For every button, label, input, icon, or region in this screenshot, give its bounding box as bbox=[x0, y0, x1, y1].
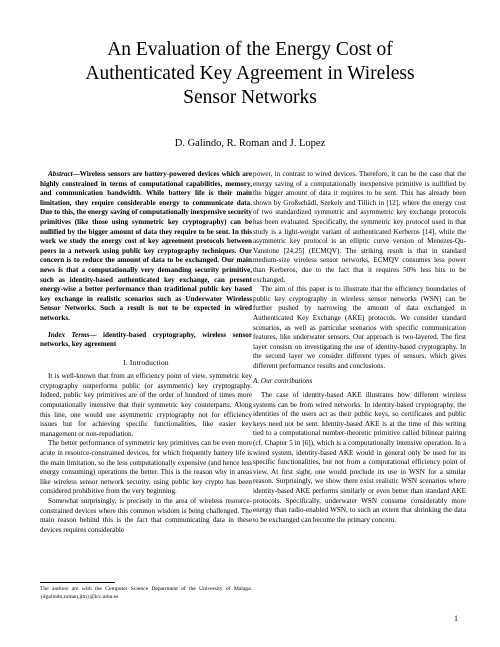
left-column bbox=[40, 170, 252, 535]
title-line: Sensor Networks bbox=[183, 87, 317, 108]
abstract bbox=[40, 170, 252, 324]
footnote-divider bbox=[40, 582, 115, 583]
body-paragraph: power, in contrast to wired devices. Therefore, it can be the case that the energy saving of a computationally inexpensive primitive is nullified by the bigger amount of data it requires to be sent. This has already been shown by Großschädl, Szekely and Tillich in [12], where the energy cost of two standardized symmetric and asymmetric key exchange protocols has been evaluated. Specifically, the symmetric key protocol used in that study is a light-weight variant of authenticated Kerberos [14], while the asymmetric key protocol is an elliptic curve version of Menezes-Qu-Vanstone [24,25] (ECMQV). The striking result is that in standard medium-size wireless sensor networks, ECMQV consumes less power than Kerberos, due to the fact that it requires 50% less bits to be exchanged. bbox=[253, 170, 466, 284]
abstract-text: Wireless sensors are battery-powered devices which are highly constrained in terms of computational capabilities, memory, and communication bandwidth. While battery life is their main limitation, they require considerable energy to communicate data. Due to this, the energy saving of computationally inexpensive security primitives (like those using symmetric key cryptography) can be nullified by the bigger amount of data they require to be sent. In this work we study the energy cost of key agreement protocols between peers in a network using public key cryptography techniques. Our concern is to reduce the amount of data to be exchanged. Our main news is that a computationally very demanding security primitive, such as identity-based authenticated key exchange, can present energy-wise a better performance than traditional public key based key exchange in realistic scenarios such as Underwater Wireless Sensor Networks. Such a result is not to be expected in wired networks. bbox=[40, 170, 252, 322]
abstract-label: Abstract— bbox=[48, 170, 80, 178]
title-line: Authenticated Key Agreement in Wireless bbox=[85, 63, 415, 84]
subsection-heading: A. Our contributions bbox=[253, 377, 313, 386]
intro-paragraph: It is well-known that from an efficiency point of view, symmetric key cryptography outperforms public (or asymmetric) key cryptography. Indeed, public key primitives are of the order of hundred of times more computationally intensive that their symmetric key counterparts. Along this line, one would use asymmetric cryptography not for efficiency issues but for achieving specific functionalities, like easier key management or non-repudiation. bbox=[40, 372, 252, 438]
footnote: The authors are with the Computer Science Department of the University of Malaga. {dgalindo,roman,jlm}@lcc.uma.es bbox=[40, 586, 252, 600]
index-terms-text: identity-based cryptography, wireless sensor networks, key agreement bbox=[40, 330, 252, 349]
intro-paragraph: Somewhat surprisingly, is precisely in the area of wireless resource-constrained devices where this common wisdom is being challenged. The main reason behind this is the fact that communicating data in these devices requires considerable bbox=[40, 497, 252, 534]
index-terms-label: Index Terms— bbox=[48, 330, 97, 339]
body-paragraph: The case of identity-based AKE illustrates how different wireless systems can be from wired networks. In identity-based cryptography, the identities of the users act as their public keys, so certificates and public keys need not be sent. Identity-based AKE is at the time of this writing tied to a computational number-theoretic primitive called bilinear pairing (cf. Chapter 5 in [6]), which is a computationally intensive operation. In a wired system, identity-based AKE would in general only be used for its specific functionalities, but not from a computational efficiency point of view. At first sight, one would preclude its use in WSN for a similar reason. Surprisingly, we show there exist realistic WSN scenarios where identity-based AKE performs similarly or even better than standard AKE protocols. Specifically, underwater WSN consume considerably more energy than radio-enabled WSN, to such an extent that shrinking the data to be exchanged can become the primary concern. bbox=[253, 391, 466, 524]
title-line: An Evaluation of the Energy Cost of bbox=[107, 39, 393, 60]
right-column bbox=[253, 170, 466, 525]
page-number: 1 bbox=[454, 614, 458, 623]
section-heading: I. Introduction bbox=[123, 357, 169, 367]
body-paragraph: The aim of this paper is to illustrate that the efficiency boundaries of public key cryptography in wireless sensor networks (WSN) can be further pushed by narrowing the amount of data exchanged in Authenticated Key Exchange (AKE) protocols. We consider standard scenarios, as well as particular scenarios with specific communication features, like underwater sensors. Our approach is two-layered. The first layer consists on investigating the use of identity-based cryptography. In the second layer we consider different types of sensors, which gives different performance results and conclusions. bbox=[253, 285, 466, 370]
intro-paragraph: The better performance of symmetric key primitives can be even more acute in resource-constrained devices, for which frequently battery life is the main limitation, so the less computationally expensive (and hence less energy consuming) operations the better. This is the reason why in areas like wireless sensor network security, using public key crypto has been considered prohibitive from the very beginning. bbox=[40, 439, 252, 496]
index-terms bbox=[40, 331, 252, 350]
paper-title bbox=[40, 38, 460, 110]
author-list: D. Galindo, R. Roman and J. Lopez bbox=[174, 138, 326, 149]
